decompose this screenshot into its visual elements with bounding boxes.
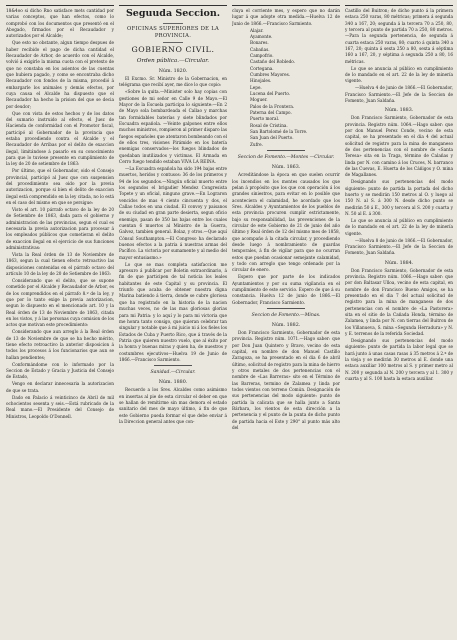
top-rule (345, 5, 453, 6)
item-number: Núm. 1863. (271, 165, 301, 171)
column-2 (119, 5, 227, 636)
order-heading: Orden pública.—Circular. (136, 58, 210, 64)
paragraph: Designando sus pertenencias del modo siguiente: punto de partida la labor legal que se hará junto á unas casas rasas á 35 metros á 2.ª de la vieja y se medirán 30 metros al E. donde una estaca auxiliar 100 metros al S. y primer metro al N. 200 y segunda al N. 200 y tercera y al 1. 300 y cuarta y al S. 100 hasta la estaca auxiliar. (345, 338, 453, 382)
paragraph: Vengo en declarar innecesaria la autorizacion de que se trata. (6, 381, 114, 393)
list-item: Paterna del Campo. (250, 110, 292, 116)
list-item: Cabañas. (250, 46, 270, 52)
paragraph: El Excmo. Sr. Ministro de la Gobernacion, en telégrama que recibí ayer, me dice lo que copio: (119, 76, 227, 88)
item-number: Núm. 1883. (384, 108, 414, 114)
list-item: Puerto moral. (250, 116, 280, 122)
list-item: Hinojales. (250, 78, 272, 84)
paragraph: Vista la Real órden de 13 de Noviembre de 1863, segun la cual tienen efecto retroactivo las disposiciones contenidas en el párrafo octavo del artículo 10 de la ley de 20 de Setiembre de 1863: (6, 252, 114, 277)
paragraph: Lo que se anuncia al público en cumplimiento de lo mandado en el art. 22 de la ley de minería vigente. (345, 65, 453, 84)
list-item: Ayamonte. (250, 33, 273, 39)
top-rule (6, 5, 114, 6)
paragraph: —La Escuadra española ha sido 194 bajas entre muertos, heridos y contusos: 36 de los primeros y 94 de los segundos.—Ningún oficial muerto entre los segundos el brigadier Mendez Congresista Topete y un oficial, ninguno grave.—En Lograron vencidos de mas 4 ciento cincuenta y dos, el Callao todos en una ciudad. El convoy y paisanos de su ciudad en gran parte desierta, segun oficio enemigo, pasan de 350 las bajas entre los cuales cuentan 6 muertos al Ministro de la Guerra, Galvez, tambien general. Bolaz, y otros.—Que aquí Cónsul Southampton.—El Congreso ha declarado buenos efectos a la patria á nuestras armas del Pacífico. La victoria por sumamente y al medio del mayor entusiasmo.» (119, 166, 227, 260)
list-item: Castaño del Robledo. (250, 59, 296, 65)
top-rule (232, 5, 340, 6)
column-4 (345, 5, 453, 636)
paragraph: Lo que se anuncia al público en cumplimiento de lo mandado en el art. 22 de la ley de minería vigente. (345, 218, 453, 236)
paragraph: Designando sus pertenencias del modo siguiente: punto de partida la portada del dicho huerto y se medirán 150 metros al O. y luego al 150 N. al S. á 300 N. desde dicho punto se medirán 50 á E., 300 y tercera al S. 200 y cuarta y N. 50 al E. á 300. (345, 179, 453, 217)
list-item: San Juan del Puerto. (250, 135, 294, 141)
paragraph: Dado en Palacio á veinticinco de Abril de mil ochocientos sesenta y seis.—Está rubricado de la Real mano.—El Presidente del Consejo de Ministros, Leopoldo O'Donnell. (6, 394, 114, 419)
column-3 (232, 5, 340, 636)
list-item: Cortegana. (250, 65, 274, 71)
column-1 (6, 5, 114, 636)
paragraph: Considerando que aun arreglo á la Real órden de 13 de Noviembre de que se ha hecho mérito, tiene efecto retroactivo la anterior disposicion á todos los procesos á los funcionarios que aun se hallan pendientes; (6, 329, 114, 360)
divider (163, 42, 182, 43)
paragraph: Acreditándose la época en que suelen ocurrir los incendios en los montes causados los que pelan á propósito que los que con operación á los grandes siniestros, para evitar en lo posible que aconteciera el calamidad, he acordado que los Sres. Alcaldes y Ayuntamientos de los pueblos de esta provincia procuren cumplir estrictamente, bajo su responsabilidad, las prevenciones de la circular de este Gobierno de 21 de junio del año último y Real órden de 12 del mismo mes de 1858, que acompaño á la citada circular, y procediendo desde luego á nombramiento de guardas temporales, á fin de vigilar para que no ocurran estos que puedan ocasionar semejante calamidad, y todo con arreglo que tengo ordenado por la circular de enero. (232, 172, 340, 273)
paragraph: 18&4oo si dicho Rno satisface mets cantidad por varias conceptos, que han efectos, como lo comprobó con los documentos que presentó en el Abogado, firmados por el Recaudador y autorizados por el Alcalde; (6, 8, 114, 39)
list-item: Cumbres Mayores. (250, 72, 291, 78)
paragraph: Visto el art. 10 párrafo octavo de la ley de 20 de Setiembre de 1863, dada para el gobierno y administracion de las provincias, segun el cual es necesaria la previa autorizacion para procesar á los empleados públicos que cometieran el delito de exaccion ilegal en el ejercicio de sus funciones administrativas: (6, 207, 114, 251)
list-item: Alajar. (250, 27, 264, 33)
paragraph: Lo que se mas completa satisfaccion me apresuro á publicar por Boletin extraordinario, á fin de que participen de tal noticia los leales habitantes de este Capital y su provincia. El triunfo que acaba de obtener nuestra digna Marina batiendo á tierra, donde se cubre gloriosa que ha registrado en la historia de la nacion muchas veces, no de las mas gloriosas glorias para mi Patria: y lo aquí y lo para mi victoria que me honra tanto consigo, que quieran celebrar tan singular y notable que á mi juicio ni á los fieles los Estados de Cuba y Puerto Rico, que á través de la Patria que quieren nuestro vuelo, que al éxito por la honra y buenas miras y quien ha, de nuestros y costumbres ejecutivos—Huelva 19 de Junio de 1866.—Francisco Sarmiento. (119, 261, 227, 362)
list-item: Bonares. (250, 40, 269, 46)
item-number: Núm. 1880. (158, 380, 188, 386)
section-heading: Seguuda Seccion. (125, 8, 221, 19)
divider (267, 308, 306, 309)
paragraph: «Sobre la quita.—Minister solo hay copias con gestiones de mi señor en Calle 9 de Mayo.—El Mayor de la Escuela participa lo siguiente:—En 2 de Mayo sola bombardeada el Callao y marchas tan formidables baterías y siete blindados por Escuadra española. —Veinte galpones entre ellos muchos ministros, rompieron al primer disparo las fuegos españoles que atentaron bombeando con el de ellos tres, visiones Pirámide en los batería enemigas conservados—los fuegos blindados de quedaban inutilizados y victimas. El Armada en Cerro fuego tendido estaban VIVA LA REINA. (119, 89, 227, 165)
town-list (232, 28, 340, 149)
section-subheading: Seccion de Fomento.—Minas. (251, 312, 321, 318)
item-number: Núm. 1820. (158, 69, 188, 74)
section-subheading: Seccion de Fomento.—Montes —Circular. (237, 155, 335, 161)
list-item: Zufre. (250, 141, 263, 147)
item-number: Núm. 1882. (271, 322, 301, 328)
list-item: Campofrio. (250, 53, 274, 58)
paragraph: Don Francisco Sarmiento, Gobernador de esta provincia. Registro núm. 1066.—Hago saber: que por don Baltasar Ulloa, vecino de esta capital, en nombre de don Francisco Bueno Amigos, se ha presentado en el dia 7 del actual solicitud de registro para la mina de manganeso de dos pertenencias con el nombre de «La Pastorera» sita en el sitio de la Cañada Honda, término de Zalamea, y linda por N. con tierras del Buitron de los Villanueva, S. mina «Segunda Herradura» y N. y E. terrenos de la referida Sociedad. (345, 267, 453, 337)
list-item: Lepe. (250, 84, 262, 90)
paragraph: Por último, que el Gobernador, oido el Consejo provincial, participó al Juez que con suspension del procedimiento sea oido por la previa autorizacion, porque si bien el delito de exaccion ilegal está comprendido en la ley citada, no lo está en el caso del mismo en que se persigue: (6, 168, 114, 206)
divider (154, 365, 193, 366)
paragraph: Que esto no obstante, algun tiempo despues de haber recibido el pago de dicha cantidad el Recaudador de Arbor, de acuerdo con el Alcalde, volvió á exigirle la misma cuota con el pretexto de que no constaba en los asientos de las cuentas que hubiera pagado, y como se encontraba dicho Recaudador con fondos de la misma, procedió á embargarle los animales y demás efectos, por cuya causa el Alcalde ha dispuesto que el Recaudador ha hecho la prision del que se decia por deudor; (6, 40, 114, 109)
list-item: Lucena del Puerto. (250, 91, 291, 97)
office-heading: OFICINAS SUPERIORES DE LA PROVINCIA. (127, 26, 219, 39)
list-item: San Bartolomé de la Torre. (250, 129, 308, 135)
paragraph: Conformándome con lo informado por la Seccion de Estado y Gracia y Justicia del Consejo de Estado, (6, 361, 114, 380)
signature-line: —Huelva 8 de junio de 1866.—El Gobernador, Francisco Sarmiento.—El Jefe de la Seccion de Fomento, Juan Saldaña. (345, 237, 453, 256)
paragraph: Espero que por parte de los indicados Ayuntamientos y por su suma vigilancia en el cumplimiento de este servicio. Espero de que á su constancia. Huelva 12 de junio de 1866.—El Gobernador, Francisco Sarmiento. (232, 274, 340, 305)
paragraph: Castillo del Buitron; de dicho punto á la primera estaca 250 varas, 80 métricas; primera á segunda 340 a 167, 20; segunda á la tercera 70 a 250, 80, y tercera al punto de partida 70 a 250, 80 metros.—Para la segunda pertenencia, de segunda á cuarta estaca 250 varas, 80; cuarto á quinta 340 a 167, 20; quinta á sexta 250 a 80, sexta á séptima 160 a 167, 20, y séptima á segunda 250 a 80, 16 métricas. (345, 8, 453, 64)
paragraph: Recuerdo a los Sres. Alcaldes como asimismo en insertas al pie de esta circular el deber en que se hallan de remitirme sin mas demora el estado sanitario del mes de mayo último, á fin de que este Gobierno pueda formar el que debe enviar á la Direccion general antes que con- (119, 387, 227, 424)
list-item: Rosal de Cristina. (250, 122, 288, 128)
paragraph: Don Francisco Sarmiento, Gobernador de esta provincia. Registro núm. 1064.—Hago saber: que por don Manuel Perez Conde, vecino de esta capital, se ha presentado en el dia 4 del actual solicitud de registro para la mina de manganeso de dos pertenencias con el nombre de «Santa Teresa» sita en la Traga, término de Calañas y linda por N. con camino á los Cruces, N. barranco de las Cuevas, E. Huerta de los Cáñigos y O. mina de Magallanes. (345, 115, 453, 178)
list-item: Palos de la Frontera. (250, 103, 295, 109)
top-rule (119, 5, 227, 6)
item-number: Núm. 1884. (384, 260, 414, 266)
list-item: Moguer. (250, 97, 268, 103)
paragraph: cluya el corriente mes, y espero que no darán lugar á que adopte otra medida.—Huelva 12 de Junio de 1866.—Francisco Sarmiento. (232, 8, 340, 26)
signature-line: —Huelva 4 de junio de 1866.—El Gobernador, Francisco Sarmiento.—El Jefe de la Seccion de Fomento, Juan Saldaña. (345, 85, 453, 103)
paragraph: Que con vista de estos hechos y de los datos del sumario instruido al efecto, el Juez de Hacienda de conformidad con el Promotor fiscal, participó al Gobernador de la provincia que estaba procediendo contra el Alcalde y el Recaudador de Arribas por el delito de exaccion ilegal, limitándose á pasarlo en su conocimiento para que lo tuviese presente en cumplimiento de la ley de 20 de setiembre de 1863: (6, 110, 114, 167)
divider (267, 150, 306, 151)
paragraph: Don Francisco Sarmiento, Gobernador de esta provincia. Registro núm. 1071.—Hago saber: que por Don Juan Quintero y Bravo, vecino de esta capital, en nombre de don Manuel Castillo Zaragoza, se ha presentado en el dia 6 de abril último, solicitud de registro para la mina de hierro y otros metales de dos pertenencias con el nombre de «Las Barreras» sito en el Término de las Barreras, termino de Zalamea y linda por todos vientos con terreno Común. Designación de sus pertenencias del modo siguiente: punto de partida la calicata que se halla junto a Santa Bárbara, los vientos de esta dirección a la pertenencia y el punto de la punta de dicho punto de partida hacia el Este y 290° al punto más alto del (232, 329, 340, 431)
paragraph: Considerando que el delito, que se supone cometido por el Alcalde y Recaudador de Arbor, es de los comprendidos en el párrafo 8.º de la ley, y que por lo tanto exige la previa autorizacion, segun lo dispuesto en el mencionado art. 10 y la Real órden de 13 de Noviembre de 1863, citada en los vistos, y á las personas cuya comision de los actos que motivan este procedimiento: (6, 278, 114, 328)
divider (163, 23, 182, 24)
section-subheading: Sanidad.—Circular. (150, 370, 196, 376)
government-heading: GOBIERNO CIVIL. (131, 45, 215, 54)
